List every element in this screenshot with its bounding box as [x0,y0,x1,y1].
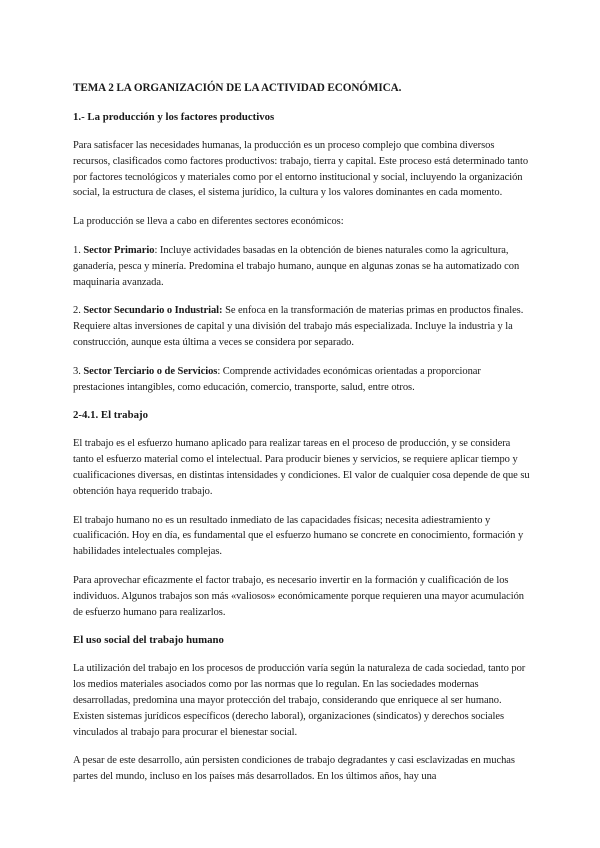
paragraph-degrading-conditions: A pesar de este desarrollo, aún persisten condiciones de trabajo degradantes y casi esclavizadas en muchas partes del mundo, incluso en los países más desarrollados. En los últimos años, hay una [73,755,515,783]
sector-description: Se enfoca en la transformación de materias primas en productos finales. Requiere altas inversiones de capital y una división del trabajo más especializada. Incluye la industria y la construcción, aunque esta última a veces se considera por separado. [73,305,524,348]
section-heading-production: 1.- La producción y los factores productivos [73,111,275,123]
paragraph-production-intro: Para satisfacer las necesidades humanas, la producción es un proceso complejo que combina diversos recursos, clasificados como factores productivos: trabajo, tierra y capital. Este proceso está determinado tanto por factores tecnológicos y materiales como por el entorno institucional y social, incluyendo la organización social, la estructura de clases, el sistema jurídico, la cultura y los valores dominantes en cada momento. [73,140,529,199]
sector-name: Sector Primario [83,244,155,256]
paragraph-sectors-intro: La producción se lleva a cabo en diferentes sectores económicos: [73,216,344,228]
sector-item-secondary: 2. Sector Secundario o Industrial: Se enfoca en la transformación de materias primas en productos finales. Requiere altas inversiones de capital y una división del trabajo más especializada. Incluye la industria y la construcción, aunque esta última a veces se considera por separado. [73,305,524,348]
sector-name: Sector Secundario o Industrial: [83,305,223,317]
paragraph-work-investment: Para aprovechar eficazmente el factor trabajo, es necesario invertir en la formación y cualificación de los individuos. Algunos trabajos son más «valiosos» económicamente porque requieren una mayor acumulación de esfuerzo humano para realizarlos. [73,574,525,618]
paragraph-work-definition: El trabajo es el esfuerzo humano aplicado para realizar tareas en el proceso de producción, y se considera tanto el esfuerzo material como el intelectual. Para producir bienes y servicios, se requiere aplicar tiempo y cualificaciones diversas, en distintas intensidades y condiciones. El valor de cualquier cosa depende de que su obtención haya requerido trabajo. [73,438,530,497]
section-heading-social-use: El uso social del trabajo humano [73,634,224,647]
sector-item-primary: 1. Sector Primario: Incluye actividades basadas en la obtención de bienes naturales como la agricultura, ganadería, pesca y minería. Predomina el trabajo humano, aunque en algunas zonas se ha automatizado con maquinaria avanzada. [73,244,520,288]
sector-description: Incluye actividades basadas en la obtención de bienes naturales como la agricultura, ganadería, pesca y minería. Predomina el trabajo humano, aunque en algunas zonas se ha automatizado con maquinaria avanzada. [73,244,520,288]
paragraph-social-use: La utilización del trabajo en los procesos de producción varía según la naturaleza de cada sociedad, tanto por los medios materiales asociados como por las normas que lo regulan. En las sociedades modernas desarrolladas, predomina una mayor protección del trabajo, considerando que enriquece al ser humano. Existen sistemas jurídicos específicos (derecho laboral), organizaciones (sindicatos) y derechos sociales vinculados al trabajo para procurar el bienestar social. [73,663,526,738]
section-heading-work: 2-4.1. El trabajo [73,409,148,422]
document-title: TEMA 2 LA ORGANIZACIÓN DE LA ACTIVIDAD ECONÓMICA. [73,82,402,94]
sector-name: Sector Terciario o de Servicios [83,365,218,377]
paragraph-work-training: El trabajo humano no es un resultado inmediato de las capacidades físicas; necesita adiestramiento y cualificación. Hoy en día, es fundamental que el esfuerzo humano se concrete en conocimiento, formación y habilidades intelectuales complejas. [73,514,524,558]
sector-description: Comprende actividades económicas orientadas a proporcionar prestaciones intangibles, como educación, comercio, transporte, salud, entre otros. [73,365,481,393]
sector-item-tertiary: 3. Sector Terciario o de Servicios: Comprende actividades económicas orientadas a proporcionar prestaciones intangibles, como educación, comercio, transporte, salud, entre otros. [73,365,481,393]
